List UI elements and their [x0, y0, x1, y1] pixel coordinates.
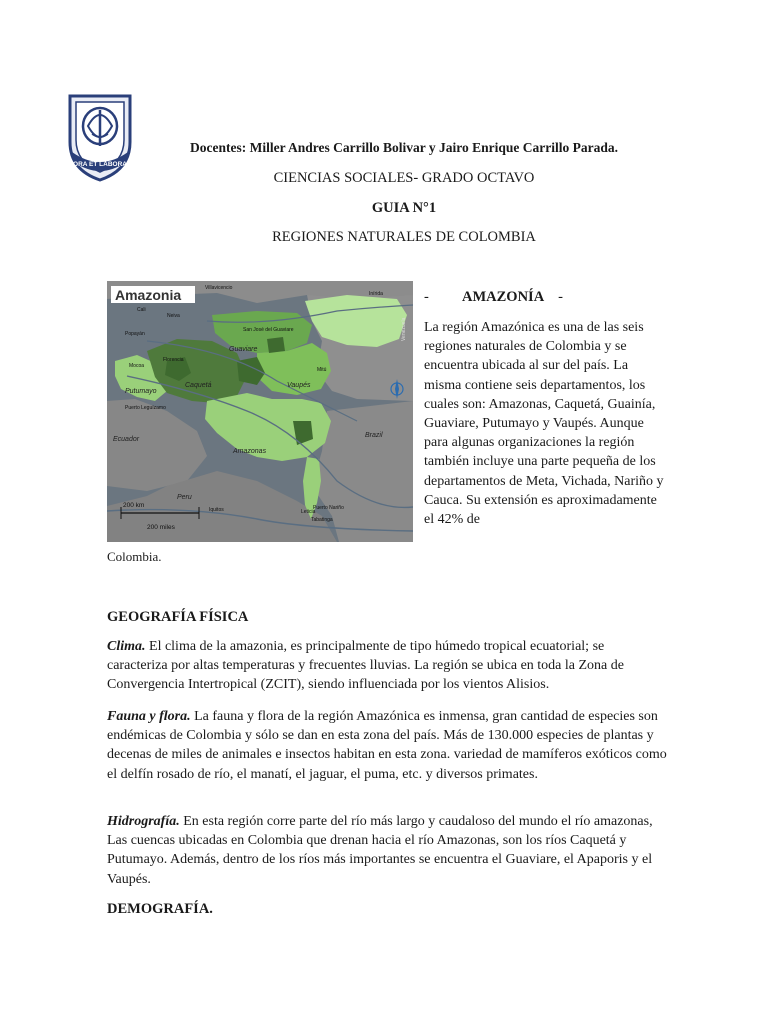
school-logo [66, 90, 134, 182]
geography-heading: GEOGRAFÍA FÍSICA [107, 609, 249, 625]
map-scale-km: 200 km [123, 502, 145, 509]
map-label-iquitos: Iquitos [209, 507, 224, 513]
map-label-florencia: Florencia [163, 357, 184, 363]
clima-paragraph [107, 637, 667, 695]
map-label-popayan: Popayán [125, 331, 145, 337]
map-label-vaupes: Vaupés [287, 382, 311, 389]
map-label-puerto-leguizamo: Puerto Leguízamo [125, 405, 166, 411]
map-label-san-jose: San José del Guaviare [243, 327, 294, 333]
hidrografia-lead: Hidrografía. [107, 814, 180, 829]
fauna-lead: Fauna y flora. [107, 709, 191, 724]
map-label-tabatinga: Tabatinga [311, 517, 333, 523]
amazonia-paragraph-tail: Colombia. [107, 549, 162, 564]
map-label-villavicencio: Villavicencio [205, 285, 233, 291]
map-label-puerto-narino: Puerto Nariño [313, 505, 344, 511]
map-label-mitu: Mitú [317, 367, 327, 373]
map-label-putumayo: Putumayo [125, 388, 157, 395]
subject-line: CIENCIAS SOCIALES- GRADO OCTAVO [273, 170, 535, 186]
clima-text: El clima de la amazonia, es principalmente de tipo húmedo tropical ecuatorial; se caracteriza por altas temperaturas y frecuentes lluvias. La región se ubica en toda la Zona de Convergencia Intertropical (ZCIT), siendo influenciada por los vientos Alisios. [107, 639, 624, 693]
map-label-mocoa: Mocoa [129, 363, 145, 369]
map-label-caqueta: Caquetá [185, 382, 212, 389]
map-label-leticia: Leticia [301, 509, 316, 515]
amazonia-title: AMAZONÍA [462, 289, 545, 305]
map-label-inirida: Inírida [369, 291, 383, 297]
map-label-amazonas: Amazonas [233, 448, 267, 455]
clima-lead: Clima. [107, 639, 146, 654]
guide-number: GUIA N°1 [371, 200, 437, 216]
amazonia-heading [424, 289, 664, 306]
teachers-line: Docentes: Miller Andres Carrillo Bolivar y Jairo Enrique Carrillo Parada. [190, 140, 618, 155]
fauna-text: La fauna y flora de la región Amazónica es inmensa, gran cantidad de especies son endémicas de Colombia y sólo se dan en esta zona del país. Más de 130.000 especies de plantas y decenas de miles de animales e insectos habitan en esta zona. variedad de mamíferos exóticos como el delfín rosado de río, el manatí, el jaguar, el puma, etc. y diversos primates. [107, 709, 667, 782]
amazonia-paragraph: La región Amazónica es una de las seis regiones naturales de Colombia y se encuentra ubicada al sur del país. La misma contiene seis departamentos, los cuales son: Amazonas, Caquetá, Guainía, Guaviare, Putumayo y Vaupés. Aunque para algunas organizaciones la región también incluye una parte pequeña de los departamentos de Meta, Vichada, Nariño y Cauca. Su extensión es aproximadamente el 42% de [424, 320, 664, 528]
map-label-venezuela: Venezuela [401, 317, 407, 341]
map-label-guaviare: Guaviare [229, 346, 258, 353]
map-title: Amazonia [115, 287, 182, 303]
topic-title: REGIONES NATURALES DE COLOMBIA [272, 229, 536, 245]
hidrografia-text: En esta región corre parte del río más largo y caudaloso del mundo el río amazonas, Las cuencas ubicadas en Colombia que drenan hacia el río Amazonas, son los ríos Caquetá y Putumayo. Además, dentro de los ríos más importantes se encuentra el Guaviare, el Apaporis y el Vaupés. [107, 814, 653, 887]
map-scale-miles: 200 miles [147, 524, 175, 531]
amazonia-map [107, 281, 413, 542]
map-label-brazil: Brazil [365, 432, 383, 439]
map-label-peru: Peru [177, 494, 192, 501]
fauna-paragraph [107, 707, 667, 784]
hidrografia-paragraph [107, 812, 667, 889]
map-label-ecuador: Ecuador [113, 436, 140, 443]
map-label-neiva: Neiva [167, 313, 180, 319]
logo-motto: ORA ET LABORA [73, 161, 127, 168]
heading-dash-right: - [558, 289, 564, 305]
heading-dash-left: - [424, 289, 429, 305]
demography-heading: DEMOGRAFÍA. [107, 901, 213, 917]
map-label-cali: Cali [137, 307, 146, 313]
